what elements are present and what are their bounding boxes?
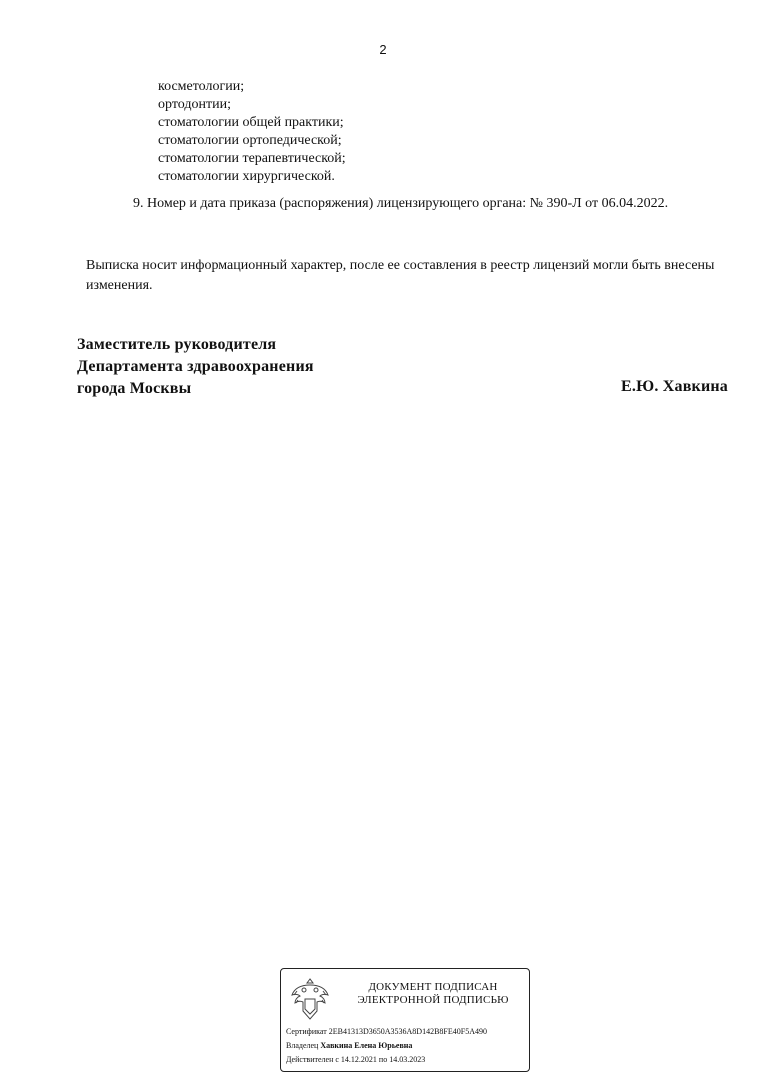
list-item: стоматологии общей практики; bbox=[158, 115, 344, 130]
specialty-list bbox=[158, 78, 346, 186]
signer-line: города Москвы bbox=[77, 380, 192, 397]
list-item: стоматологии хирургической. bbox=[158, 169, 335, 184]
validity-row: Действителен с 14.12.2021 по 14.03.2023 bbox=[286, 1055, 426, 1064]
info-note: Выписка носит информационный характер, после ее составления в реестр лицензий могли быть внесены изменения. bbox=[86, 258, 715, 293]
owner-label: Владелец bbox=[286, 1041, 321, 1050]
stamp-title bbox=[343, 981, 523, 1007]
certificate-value: 2EB41313D3650A3536A8D142B8FE40F5A490 bbox=[328, 1027, 487, 1036]
signer-line: Департамента здравоохранения bbox=[77, 358, 314, 375]
page-number: 2 bbox=[379, 42, 387, 57]
signer-line: Заместитель руководителя bbox=[77, 336, 277, 353]
coat-of-arms-icon bbox=[289, 975, 331, 1023]
list-item: косметологии; bbox=[158, 79, 245, 94]
stamp-title-line: ЭЛЕКТРОННОЙ ПОДПИСЬЮ bbox=[357, 994, 509, 1006]
signer-name: Е.Ю. Хавкина bbox=[621, 378, 728, 395]
order-number-item: 9. Номер и дата приказа (распоряжения) лицензирующего органа: № 390-Л от 06.04.2022. bbox=[133, 196, 669, 211]
stamp-title-line: ДОКУМЕНТ ПОДПИСАН bbox=[368, 981, 498, 993]
certificate-row bbox=[286, 1027, 487, 1037]
list-item: стоматологии ортопедической; bbox=[158, 133, 342, 148]
electronic-signature-stamp bbox=[280, 968, 530, 1072]
owner-row bbox=[286, 1041, 412, 1051]
certificate-label: Сертификат bbox=[286, 1027, 329, 1036]
list-item: ортодонтии; bbox=[158, 97, 231, 112]
list-item: стоматологии терапевтической; bbox=[158, 151, 346, 166]
owner-value: Хавкина Елена Юрьевна bbox=[320, 1041, 413, 1050]
signer-position bbox=[77, 334, 314, 400]
